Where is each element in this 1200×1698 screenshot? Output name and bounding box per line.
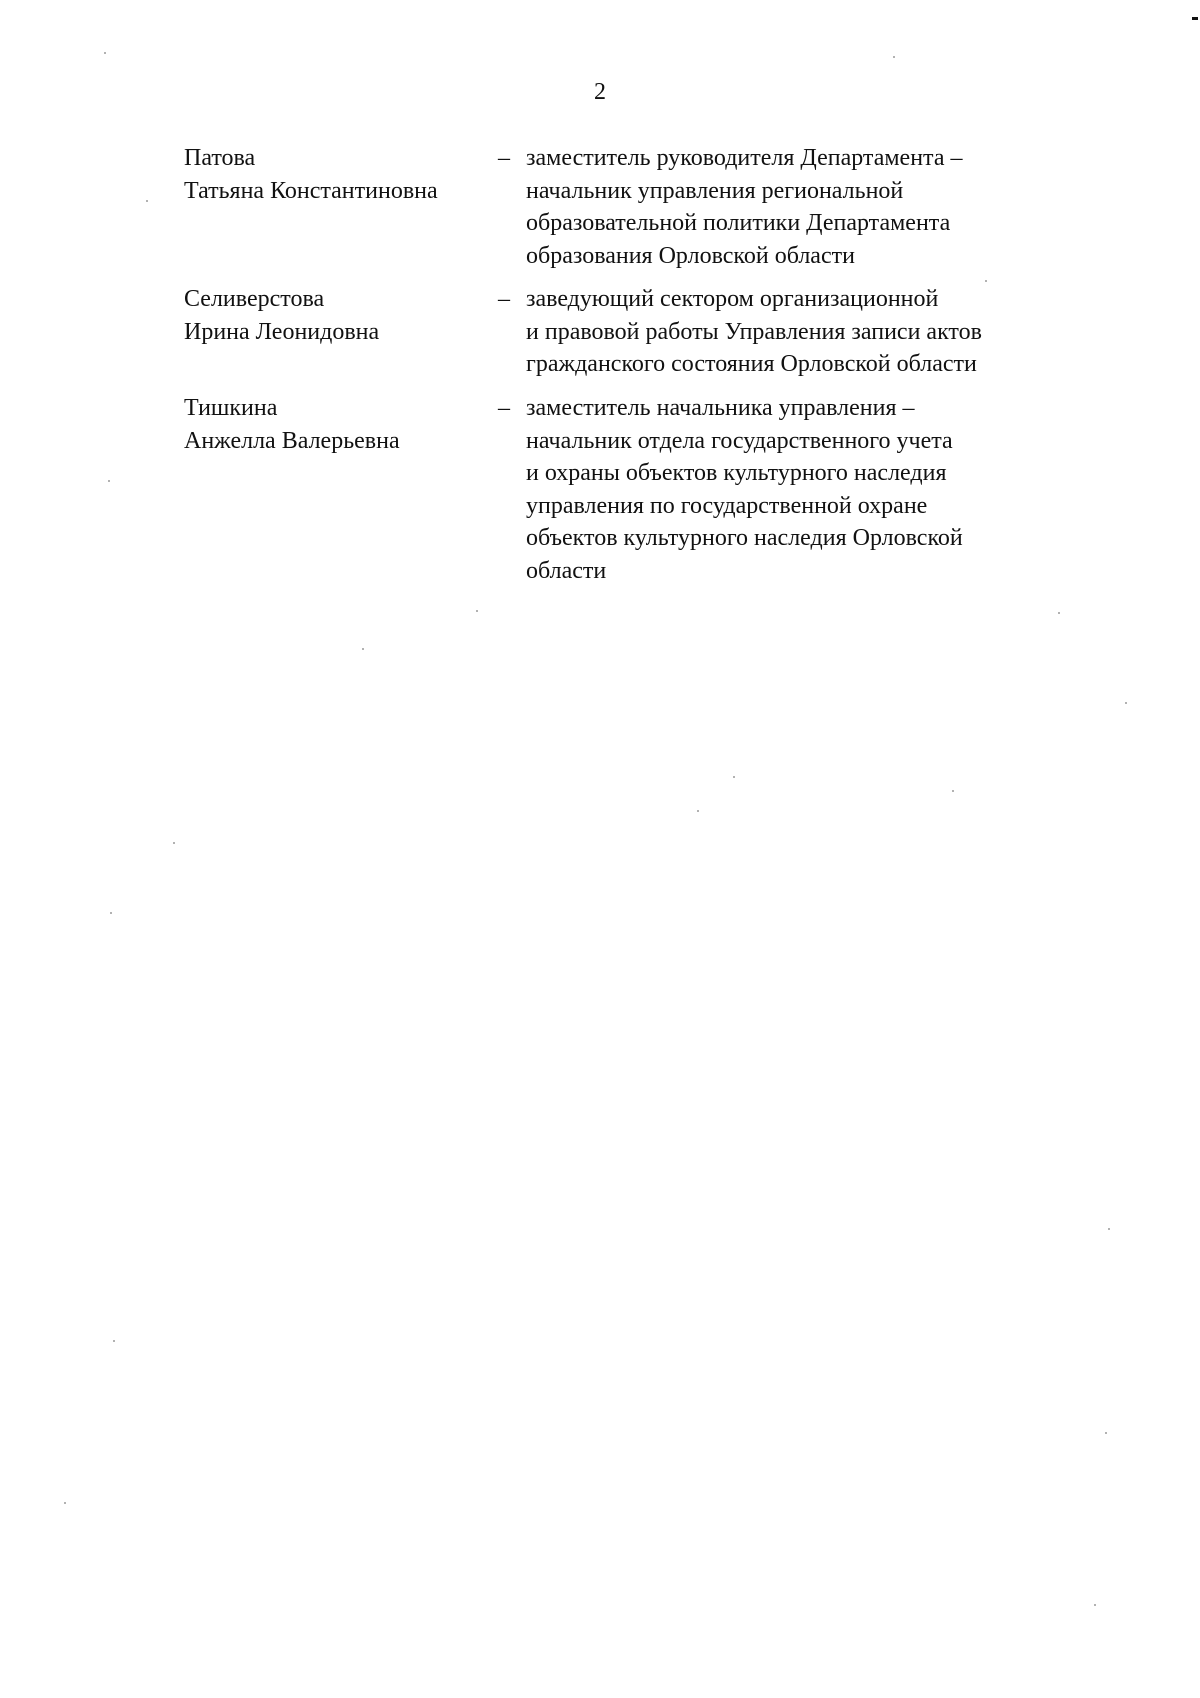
member-name [184, 283, 494, 348]
scan-speck [1108, 1228, 1110, 1230]
scan-speck [362, 648, 364, 650]
member-given-names: Анжелла Валерьевна [184, 427, 400, 454]
scan-speck [1105, 1432, 1107, 1434]
scan-corner-mark [1192, 17, 1198, 20]
position-line: гражданского состояния Орловской области [526, 351, 977, 377]
member-position [526, 392, 1086, 587]
position-line: начальник управления региональной [526, 177, 904, 204]
position-line: и правовой работы Управления записи актов [526, 318, 982, 345]
scan-speck [952, 790, 954, 792]
member-position [526, 142, 1086, 272]
scan-speck [733, 776, 735, 778]
page-number: 2 [594, 79, 606, 105]
position-line: управления по государственной охране [526, 492, 928, 519]
scan-speck [110, 912, 112, 914]
scan-speck [146, 200, 148, 202]
entry-dash: – [498, 286, 510, 312]
member-surname: Селиверстова [184, 286, 325, 312]
position-line: области [526, 557, 607, 584]
member-given-names: Ирина Леонидовна [184, 318, 380, 345]
member-surname: Тишкина [184, 395, 278, 421]
scan-speck [1125, 702, 1127, 704]
position-line: образования Орловской области [526, 242, 855, 269]
scan-speck [476, 610, 478, 612]
scan-speck [104, 52, 106, 54]
scan-speck [985, 280, 987, 282]
position-line: заведующий сектором организационной [526, 286, 939, 312]
position-line: и охраны объектов культурного наследия [526, 460, 947, 486]
position-line: начальник отдела государственного учета [526, 427, 953, 454]
scan-speck [893, 56, 895, 58]
member-name [184, 392, 494, 457]
member-given-names: Татьяна Константиновна [184, 177, 438, 204]
scan-speck [173, 842, 175, 844]
entry-dash: – [498, 145, 510, 171]
scan-speck [1094, 1604, 1096, 1606]
member-name [184, 142, 494, 207]
position-line: образовательной политики Департамента [526, 210, 951, 236]
entry-dash: – [498, 395, 510, 421]
scan-speck [113, 1340, 115, 1342]
scan-speck [1058, 612, 1060, 614]
position-line: заместитель руководителя Департамента – [526, 145, 963, 171]
scan-speck [697, 810, 699, 812]
scan-speck [108, 480, 110, 482]
scan-speck [64, 1502, 66, 1504]
member-surname: Патова [184, 145, 256, 171]
position-line: заместитель начальника управления – [526, 395, 915, 421]
member-position [526, 283, 1086, 381]
position-line: объектов культурного наследия Орловской [526, 525, 963, 551]
